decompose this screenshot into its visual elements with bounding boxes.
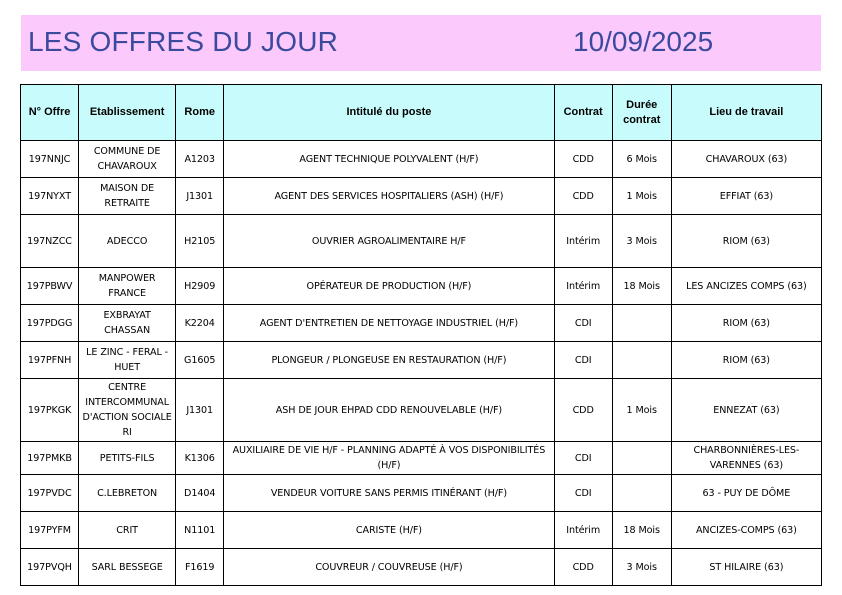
- cell-duree: 18 Mois: [612, 512, 671, 549]
- cell-lieu: EFFIAT (63): [671, 178, 821, 215]
- table-row: [21, 342, 822, 379]
- cell-rome: D1404: [176, 475, 224, 512]
- cell-rome: H2105: [176, 215, 224, 268]
- column-header-rome: Rome: [176, 85, 224, 141]
- table-row: [21, 141, 822, 178]
- cell-duree: 6 Mois: [612, 141, 671, 178]
- cell-contrat: CDD: [554, 549, 612, 586]
- cell-offre: 197PMKB: [21, 442, 79, 475]
- cell-intitule: VENDEUR VOITURE SANS PERMIS ITINÉRANT (H/F): [224, 475, 554, 512]
- cell-lieu: LES ANCIZES COMPS (63): [671, 268, 821, 305]
- cell-intitule: OUVRIER AGROALIMENTAIRE H/F: [224, 215, 554, 268]
- cell-etablissement: C.LEBRETON: [79, 475, 176, 512]
- cell-contrat: CDI: [554, 475, 612, 512]
- cell-rome: J1301: [176, 379, 224, 442]
- cell-rome: H2909: [176, 268, 224, 305]
- cell-lieu: CHARBONNIÈRES-LES-VARENNES (63): [671, 442, 821, 475]
- cell-intitule: AGENT DES SERVICES HOSPITALIERS (ASH) (H/F): [224, 178, 554, 215]
- cell-rome: K2204: [176, 305, 224, 342]
- cell-contrat: CDD: [554, 178, 612, 215]
- offers-table: [20, 84, 822, 586]
- cell-intitule: AGENT TECHNIQUE POLYVALENT (H/F): [224, 141, 554, 178]
- cell-etablissement: COMMUNE DE CHAVAROUX: [79, 141, 176, 178]
- column-header-offre: N° Offre: [21, 85, 79, 141]
- cell-offre: 197NYXT: [21, 178, 79, 215]
- header-banner: [21, 15, 821, 71]
- cell-intitule: AGENT D'ENTRETIEN DE NETTOYAGE INDUSTRIEL (H/F): [224, 305, 554, 342]
- table-header-row: [21, 85, 822, 141]
- cell-etablissement: CENTRE INTERCOMMUNAL D'ACTION SOCIALE RI: [79, 379, 176, 442]
- table-body: [21, 141, 822, 586]
- cell-etablissement: MANPOWER FRANCE: [79, 268, 176, 305]
- table-row: [21, 178, 822, 215]
- cell-contrat: CDI: [554, 342, 612, 379]
- cell-intitule: COUVREUR / COUVREUSE (H/F): [224, 549, 554, 586]
- cell-lieu: ST HILAIRE (63): [671, 549, 821, 586]
- cell-contrat: Intérim: [554, 512, 612, 549]
- table-row: [21, 512, 822, 549]
- cell-etablissement: EXBRAYAT CHASSAN: [79, 305, 176, 342]
- column-header-etablissement: Etablissement: [79, 85, 176, 141]
- cell-intitule: ASH DE JOUR EHPAD CDD RENOUVELABLE (H/F): [224, 379, 554, 442]
- cell-rome: K1306: [176, 442, 224, 475]
- page-date: 10/09/2025: [573, 26, 714, 57]
- cell-duree: [612, 305, 671, 342]
- cell-intitule: AUXILIAIRE DE VIE H/F - PLANNING ADAPTÉ À VOS DISPONIBILITÉS (H/F): [224, 442, 554, 475]
- table-row: [21, 268, 822, 305]
- cell-offre: 197PVDC: [21, 475, 79, 512]
- cell-rome: G1605: [176, 342, 224, 379]
- cell-contrat: Intérim: [554, 215, 612, 268]
- cell-contrat: CDI: [554, 442, 612, 475]
- column-header-contrat: Contrat: [554, 85, 612, 141]
- table-row: [21, 442, 822, 475]
- cell-etablissement: CRIT: [79, 512, 176, 549]
- cell-lieu: CHAVAROUX (63): [671, 141, 821, 178]
- page-title: LES OFFRES DU JOUR: [28, 26, 339, 57]
- table-row: [21, 475, 822, 512]
- cell-etablissement: ADECCO: [79, 215, 176, 268]
- cell-rome: F1619: [176, 549, 224, 586]
- cell-offre: 197PVQH: [21, 549, 79, 586]
- column-header-duree-label: Durée contrat: [623, 98, 661, 126]
- cell-etablissement: SARL BESSEGE: [79, 549, 176, 586]
- table-row: [21, 215, 822, 268]
- cell-lieu: ANCIZES-COMPS (63): [671, 512, 821, 549]
- cell-contrat: CDI: [554, 305, 612, 342]
- cell-duree: [612, 475, 671, 512]
- cell-intitule: PLONGEUR / PLONGEUSE EN RESTAURATION (H/F): [224, 342, 554, 379]
- cell-rome: J1301: [176, 178, 224, 215]
- cell-duree: 3 Mois: [612, 215, 671, 268]
- cell-etablissement: PETITS-FILS: [79, 442, 176, 475]
- table-row: [21, 305, 822, 342]
- column-header-duree: [612, 85, 671, 141]
- cell-offre: 197PYFM: [21, 512, 79, 549]
- cell-lieu: ENNEZAT (63): [671, 379, 821, 442]
- column-header-intitule: Intitulé du poste: [224, 85, 554, 141]
- cell-offre: 197PBWV: [21, 268, 79, 305]
- cell-rome: N1101: [176, 512, 224, 549]
- cell-lieu: RIOM (63): [671, 215, 821, 268]
- cell-lieu: RIOM (63): [671, 342, 821, 379]
- cell-offre: 197PFNH: [21, 342, 79, 379]
- cell-offre: 197NNJC: [21, 141, 79, 178]
- cell-lieu: 63 - PUY DE DÔME: [671, 475, 821, 512]
- cell-lieu: RIOM (63): [671, 305, 821, 342]
- table-row: [21, 379, 822, 442]
- cell-offre: 197NZCC: [21, 215, 79, 268]
- cell-intitule: OPÉRATEUR DE PRODUCTION (H/F): [224, 268, 554, 305]
- cell-duree: 18 Mois: [612, 268, 671, 305]
- cell-duree: 1 Mois: [612, 178, 671, 215]
- cell-duree: [612, 442, 671, 475]
- cell-etablissement: LE ZINC - FERAL - HUET: [79, 342, 176, 379]
- cell-contrat: CDD: [554, 379, 612, 442]
- cell-contrat: CDD: [554, 141, 612, 178]
- cell-duree: [612, 342, 671, 379]
- column-header-lieu: Lieu de travail: [671, 85, 821, 141]
- cell-offre: 197PDGG: [21, 305, 79, 342]
- cell-intitule: CARISTE (H/F): [224, 512, 554, 549]
- cell-duree: 1 Mois: [612, 379, 671, 442]
- cell-contrat: Intérim: [554, 268, 612, 305]
- cell-offre: 197PKGK: [21, 379, 79, 442]
- table-row: [21, 549, 822, 586]
- cell-etablissement: MAISON DE RETRAITE: [79, 178, 176, 215]
- cell-duree: 3 Mois: [612, 549, 671, 586]
- cell-rome: A1203: [176, 141, 224, 178]
